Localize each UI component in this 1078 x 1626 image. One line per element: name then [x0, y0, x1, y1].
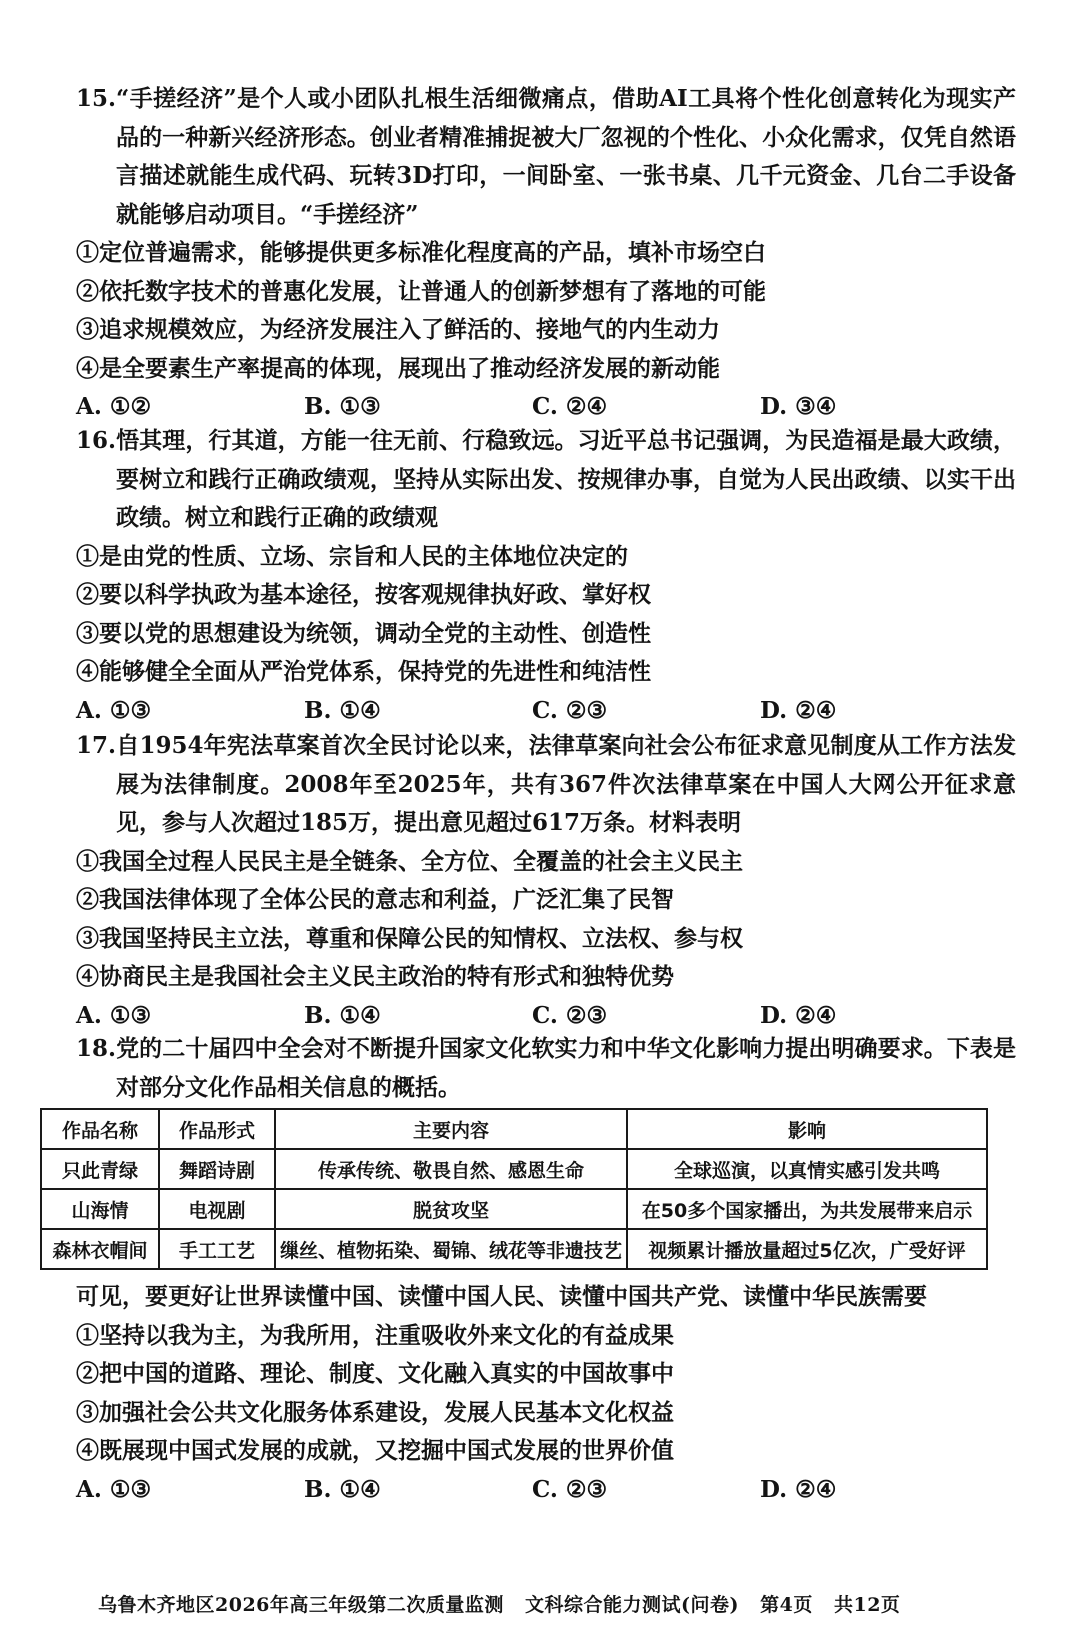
table-row	[41, 1149, 987, 1189]
question-text: “手搓经济”是个人或小团队扎根生活细微痛点，借助AI工具将个性化创意转化为现实产品的一种新兴经济形态。创业者精准捕捉被大厂忽视的个性化、小众化需求，仅凭自然语言描述就能生成代码、玩转3D打印，一间卧室、一张书桌、几千元资金、几台二手设备就能够启动项目。“手搓经济”	[116, 85, 1016, 228]
choice-b: B. ①④	[304, 696, 381, 724]
footer-total-pages: 共12页	[833, 1594, 901, 1616]
table-header: 影响	[627, 1109, 987, 1149]
table-cell: 电视剧	[159, 1189, 275, 1229]
option-3: ③追求规模效应，为经济发展注入了鲜活的、接地气的内生动力	[76, 316, 720, 343]
choice-b: B. ①④	[304, 1001, 381, 1029]
table-header: 作品名称	[41, 1109, 159, 1149]
choice-c: C. ②③	[532, 1475, 608, 1503]
option-1: ①定位普遍需求，能够提供更多标准化程度高的产品，填补市场空白	[76, 239, 766, 266]
answer-choices	[76, 692, 1016, 731]
table-row	[41, 1189, 987, 1229]
table-cell: 全球巡演，以真情实感引发共鸣	[627, 1149, 987, 1189]
table-cell: 只此青绿	[41, 1149, 159, 1189]
choice-c: C. ②③	[532, 696, 608, 724]
footer-page-number: 第4页	[760, 1594, 813, 1616]
answer-choices	[76, 388, 1016, 427]
table-cell: 脱贫攻坚	[275, 1189, 627, 1229]
question-stem	[76, 727, 1016, 843]
question-text: 自1954年宪法草案首次全民讨论以来，法律草案向社会公布征求意见制度从工作方法发展为法律制度。2008年至2025年，共有367件次法律草案在中国人大网公开征求意见，参与人次超过185万，提出意见超过617万条。材料表明	[116, 732, 1016, 836]
option-1: ①我国全过程人民民主是全链条、全方位、全覆盖的社会主义民主	[76, 847, 743, 875]
page-footer	[98, 1590, 914, 1617]
option-4: ④能够健全全面从严治党体系，保持党的先进性和纯洁性	[76, 658, 651, 685]
culture-works-table	[40, 1108, 988, 1270]
option-1: ①是由党的性质、立场、宗旨和人民的主体地位决定的	[76, 542, 628, 570]
question-text: 悟其理，行其道，方能一往无前、行稳致远。习近平总书记强调，为民造福是最大政绩，要树立和践行正确政绩观，坚持从实际出发、按规律办事，自觉为人民出政绩、以实干出政绩。树立和践行正确的政绩观	[116, 427, 1016, 531]
question-stem	[76, 1030, 1016, 1107]
option-4: ④既展现中国式发展的成就，又挖掘中国式发展的世界价值	[76, 1437, 674, 1464]
choice-d: D. ②④	[760, 1001, 837, 1029]
answer-choices	[76, 1471, 1016, 1510]
question-lead: 可见，要更好让世界读懂中国、读懂中国人民、读懂中国共产党、读懂中华民族需要	[76, 1283, 927, 1310]
question-number: 18.	[76, 1035, 117, 1062]
option-3: ③我国坚持民主立法，尊重和保障公民的知情权、立法权、参与权	[76, 924, 743, 952]
choice-c: C. ②④	[532, 393, 608, 420]
choice-c: C. ②③	[532, 1001, 608, 1029]
choice-d: D. ③④	[760, 393, 837, 420]
option-2: ②把中国的道路、理论、制度、文化融入真实的中国故事中	[76, 1360, 674, 1387]
table-cell: 手工工艺	[159, 1229, 275, 1269]
option-3: ③加强社会公共文化服务体系建设，发展人民基本文化权益	[76, 1398, 674, 1426]
option-4: ④是全要素生产率提高的体现，展现出了推动经济发展的新动能	[76, 354, 720, 382]
table-cell: 山海情	[41, 1189, 159, 1229]
option-2: ②要以科学执政为基本途径，按客观规律执好政、掌好权	[76, 581, 651, 608]
question-number: 17.	[76, 732, 117, 759]
option-1: ①坚持以我为主，为我所用，注重吸收外来文化的有益成果	[76, 1321, 674, 1349]
choice-d: D. ②④	[760, 696, 837, 724]
choice-a: A. ①③	[76, 1001, 152, 1029]
table-header-row	[41, 1109, 987, 1149]
question-stem	[76, 422, 1016, 538]
table-header: 主要内容	[275, 1109, 627, 1149]
table-header: 作品形式	[159, 1109, 275, 1149]
footer-exam-title: 乌鲁木齐地区2026年高三年级第二次质量监测	[98, 1594, 504, 1616]
question-stem	[76, 80, 1016, 234]
footer-subject: 文科综合能力测试(问卷)	[525, 1594, 739, 1616]
choice-b: B. ①③	[304, 393, 381, 420]
table-cell: 缫丝、植物拓染、蜀锦、绒花等非遗技艺	[275, 1229, 627, 1269]
choice-b: B. ①④	[304, 1475, 381, 1503]
question-18	[76, 1030, 1016, 1107]
table-row	[41, 1229, 987, 1269]
question-17	[76, 727, 1016, 1035]
choice-a: A. ①③	[76, 696, 152, 724]
table-cell: 舞蹈诗剧	[159, 1149, 275, 1189]
option-4: ④协商民主是我国社会主义民主政治的特有形式和独特优势	[76, 963, 674, 990]
option-2: ②依托数字技术的普惠化发展，让普通人的创新梦想有了落地的可能	[76, 277, 766, 305]
table-cell: 森林衣帽间	[41, 1229, 159, 1269]
question-number: 15.	[76, 85, 117, 112]
table-cell: 视频累计播放量超过5亿次，广受好评	[627, 1229, 987, 1269]
option-2: ②我国法律体现了全体公民的意志和利益，广泛汇集了民智	[76, 886, 674, 913]
choice-a: A. ①③	[76, 1475, 152, 1503]
table-cell: 传承传统、敬畏自然、感恩生命	[275, 1149, 627, 1189]
question-text: 党的二十届四中全会对不断提升国家文化软实力和中华文化影响力提出明确要求。下表是对部分文化作品相关信息的概括。	[116, 1035, 1016, 1101]
question-15	[76, 80, 1016, 427]
question-number: 16.	[76, 427, 117, 454]
table-cell: 在50多个国家播出，为共发展带来启示	[627, 1189, 987, 1229]
choice-a: A. ①②	[76, 393, 152, 420]
question-18-continued	[76, 1278, 1016, 1509]
option-3: ③要以党的思想建设为统领，调动全党的主动性、创造性	[76, 619, 651, 647]
choice-d: D. ②④	[760, 1475, 837, 1503]
question-16	[76, 422, 1016, 730]
